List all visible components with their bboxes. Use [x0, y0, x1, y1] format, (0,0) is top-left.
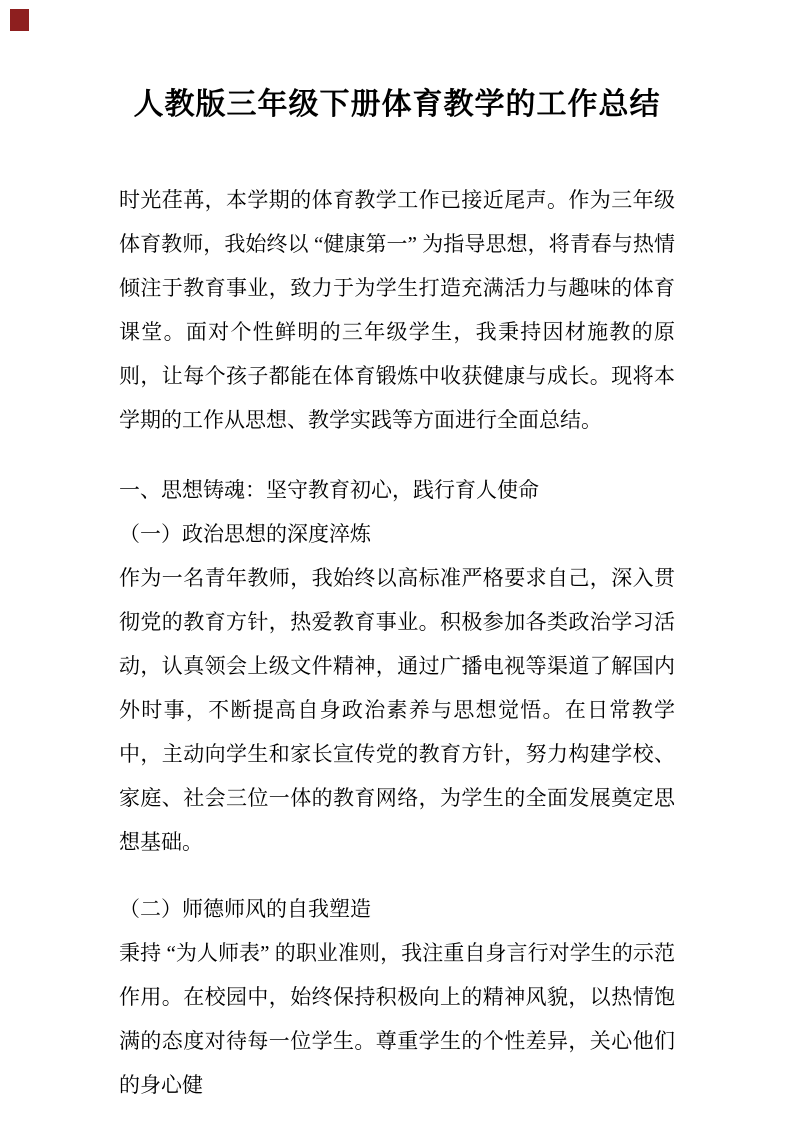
- section-1-heading: 一、思想铸魂：坚守教育初心，践行育人使命: [119, 478, 539, 502]
- subsection-2-heading: （二）师德师风的自我塑造: [119, 897, 371, 921]
- document-title: 人教版三年级下册体育教学的工作总结: [133, 88, 661, 121]
- intro-paragraph: 时光荏苒，本学期的体育教学工作已接近尾声。作为三年级体育教师，我始终以 “健康第一” 为指导思想，将青春与热情倾注于教育事业，致力于为学生打造充满活力与趣味的体育课堂。面对个性鲜明的三年级学生，我秉持因材施教的原则，让每个孩子都能在体育锻炼中收获健康与成长。现将本学期的工作从思想、教学实践等方面进行全面总结。: [119, 188, 675, 432]
- subsection-2-body-paragraph: 秉持 “为人师表” 的职业准则，我注重自身言行对学生的示范作用。在校园中，始终保持积极向上的精神风貌，以热情饱满的态度对待每一位学生。尊重学生的个性差异，关心他们的身心健: [119, 941, 675, 1097]
- subsection-1-body-paragraph: 作为一名青年教师，我始终以高标准严格要求自己，深入贯彻党的教育方针，热爱教育事业。积极参加各类政治学习活动，认真领会上级文件精神，通过广播电视等渠道了解国内外时事，不断提高自身政治素养与思想觉悟。在日常教学中，主动向学生和家长宣传党的教育方针，努力构建学校、家庭、社会三位一体的教育网络，为学生的全面发展奠定思想基础。: [119, 566, 675, 854]
- red-corner-marker: [10, 9, 29, 31]
- document-content: [119, 0, 675, 1107]
- subsection-1-heading: （一）政治思想的深度淬炼: [119, 522, 371, 546]
